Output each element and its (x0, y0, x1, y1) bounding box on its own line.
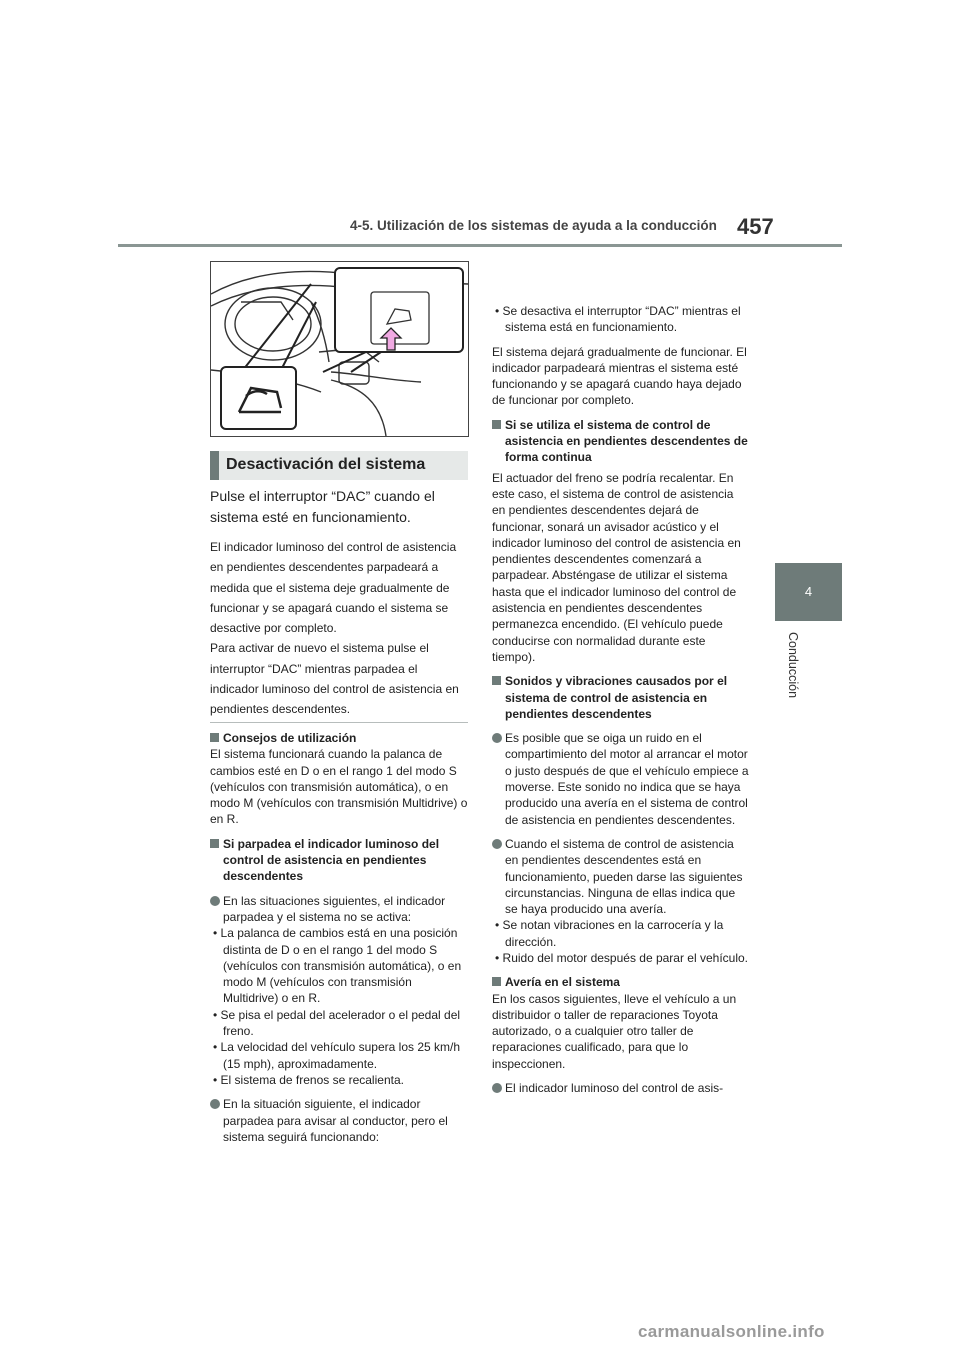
dot-aviso: En la situación siguiente, el indicador parpadea para avisar al conductor, pero el sistema seguirá funcionando: (210, 1096, 468, 1145)
header-divider (118, 244, 842, 247)
chapter-label: Conducción (786, 632, 800, 699)
paragraph-indicator: El indicador luminoso del control de asistencia en pendientes descendentes parpadeará a medida que el sistema deje gradualmente de funcionar y se apagará cuando el sistema se desactive por completo. (210, 540, 457, 636)
heading-continua: Si se utiliza el sistema de control de asistencia en pendientes descendentes de forma continua (492, 417, 750, 466)
chapter-label-container (786, 632, 806, 712)
dashboard-drawing (211, 262, 468, 436)
bullet-item: • La velocidad del vehículo supera los 25 km/h (15 mph), aproximadamente. (213, 1040, 461, 1071)
header-section-title: 4-5. Utilización de los sistemas de ayuda a la conducción (350, 218, 717, 233)
bullet-item: • El sistema de frenos se recalienta. (213, 1072, 404, 1087)
dot-situaciones: En las situaciones siguientes, el indicador parpadea y el sistema no se activa: (210, 893, 468, 926)
dashboard-illustration (210, 261, 469, 437)
section-marker (210, 451, 219, 480)
watermark: carmanualsonline.info (638, 1322, 825, 1341)
heading-parpadea: Si parpadea el indicador luminoso del control de asistencia en pendientes descendentes (210, 836, 468, 885)
section-title: Desactivación del sistema (226, 456, 426, 473)
left-notes (210, 730, 468, 1145)
paragraph-dejara: El sistema dejará gradualmente de funcionar. El indicador parpadeará mientras el sistema esté funcionando y se apagará cuando haya dejado de funcionar por completo. (492, 344, 747, 408)
heading-averia: Avería en el sistema (492, 974, 750, 990)
bullet-item: • Se desactiva el interruptor “DAC” mientras el sistema está en funcionamiento. (495, 304, 741, 335)
bullet-item: • La palanca de cambios está en una posición distinta de D o en el rango 1 del modo S (vehículos con transmisión automática), o en modo M (vehículos con transmisión Multidrive) o en R. (213, 926, 462, 1006)
right-column (492, 303, 750, 1096)
dot-ruido: Es posible que se oiga un ruido en el compartimiento del motor al arrancar el motor o justo después de que el vehículo empiece a moverse. Este sonido no indica que se haya producido una avería en el sistema de control de asistencia en pendientes descendentes. (492, 730, 750, 828)
text-consejos: El sistema funcionará cuando la palanca de cambios esté en D o en el rango 1 del modo S (vehículos con transmisión automática), o en modo M (vehículos con transmisión Multidrive) o en R. (210, 747, 468, 827)
dot-cuando: Cuando el sistema de control de asistencia en pendientes descendentes está en funcionamiento, pueden darse las siguientes circunstancias. Ninguna de ellas indica que se haya producido una avería. (492, 836, 750, 917)
section-rule (210, 722, 468, 723)
paragraph-continua: El actuador del freno se podría recalentar. En este caso, el sistema de control de asistencia en pendientes descendentes dejará de funcionar, sonará un avisador acústico y el indicador luminoso del control de asistencia en pendientes descendentes comenzará a parpadear. Absténgase de utilizar el sistema hasta que el indicador luminoso del control de asistencia en pendientes descendentes permanezca encendido. (El vehículo puede conducirse con normalidad durante este tiempo). (492, 470, 741, 664)
instruction-text: Pulse el interruptor “DAC” cuando el sistema esté en funcionamiento. (210, 488, 435, 525)
bullet-item: • Ruido del motor después de parar el vehículo. (495, 950, 749, 965)
left-column (210, 486, 468, 720)
chapter-tab[interactable]: 4 (775, 563, 842, 621)
heading-sonidos: Sonidos y vibraciones causados por el sistema de control de asistencia en pendientes descendentes (492, 673, 750, 722)
heading-consejos: Consejos de utilización (210, 730, 468, 746)
bullet-item: • Se pisa el pedal del acelerador o el pedal del freno. (213, 1007, 461, 1039)
bullet-item: • Se notan vibraciones en la carrocería y la dirección. (495, 918, 724, 949)
dot-last: El indicador luminoso del control de asis- (492, 1080, 750, 1096)
paragraph-averia: En los casos siguientes, lleve el vehículo a un distribuidor o taller de reparaciones Toyota autorizado, o a cualquier otro taller de reparaciones cualificado, para que lo inspeccionen. (492, 991, 737, 1071)
section-heading-bar (210, 451, 468, 480)
paragraph-reactivate: Para activar de nuevo el sistema pulse el interruptor “DAC” mientras parpadea el indicador luminoso del control de asistencia en pendientes descendentes. (210, 641, 459, 717)
page-number: 457 (737, 214, 774, 239)
